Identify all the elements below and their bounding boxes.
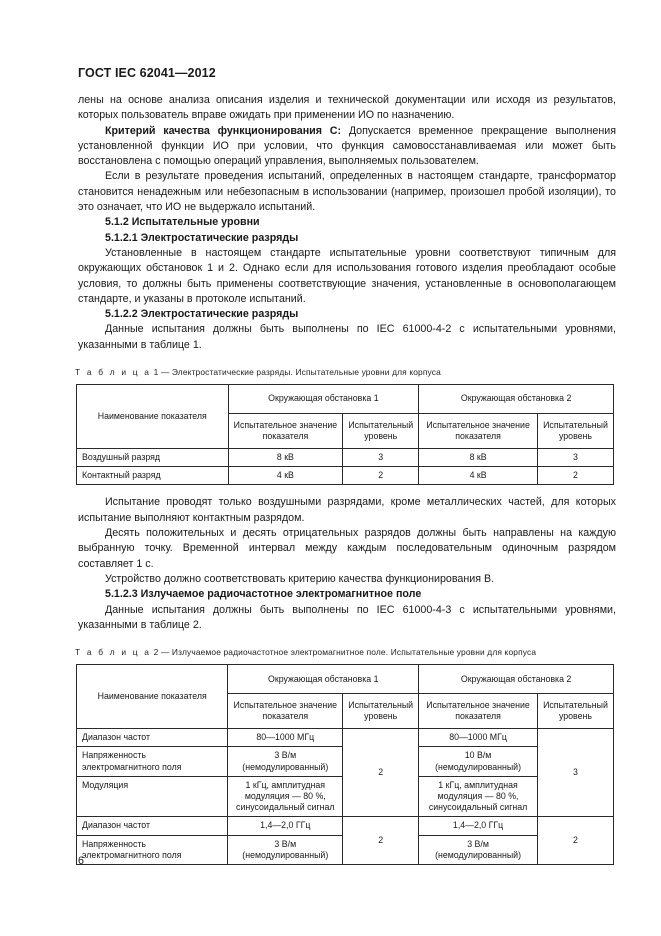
paragraph-air-discharge: Испытание проводят только воздушными разрядами, кроме металлических частей, для которых испытание выполняют контактным разрядом. (78, 496, 616, 524)
table1-head-name: Наименование показателя (77, 385, 229, 449)
table-row: Воздушный разряд 8 кВ 3 8 кВ 3 (77, 449, 614, 467)
table2-group1-level2: 3 (537, 729, 613, 817)
table2-head-value-2: Испытательное значение показателя (419, 694, 538, 729)
table1-head-level-1: Испытательный уровень (343, 414, 419, 449)
table1-head-level-2: Испытательный уровень (537, 414, 613, 449)
table1-head-env1: Окружающая обстановка 1 (228, 385, 419, 414)
table2-head-env1: Окружающая обстановка 1 (228, 665, 419, 694)
criterion-c-label: Критерий качества функционирования С: (105, 124, 342, 137)
paragraph-continuation: лены на основе анализа описания изделия и технической документации или исходя из результатов, которых пользователь вправе ожидать при применении ИО по назначению. (78, 94, 616, 122)
heading-5-1-2: 5.1.2 Испытательные уровни (105, 216, 260, 229)
table2-head-value-1: Испытательное значение показателя (228, 694, 343, 729)
table-row: Напряженность электромагнитного поля 3 В/м (немодулированный) 10 В/м (немодулированный) (77, 747, 614, 776)
paragraph-test-levels: Установленные в настоящем стандарте испытательные уровни соответствуют типичным для окружающих обстановок 1 и 2. Однако если для использования готового изделия преобладают особые условия, то должны быть применены соответствующие значения, установленные в основополагающем стандарте, и указаны в протоколе испытаний. (78, 246, 616, 305)
heading-5-1-2-1: 5.1.2.1 Электростатические разряды (105, 231, 299, 244)
paragraph-criterion-c (78, 124, 616, 170)
table-row: Диапазон частот 80—1000 МГц 2 80—1000 МГц 3 (77, 729, 614, 747)
table2-group2-level2: 2 (537, 817, 613, 865)
table1-head-value-2: Испытательное значение показателя (419, 414, 538, 449)
paragraph-iec-61000-4-3: Данные испытания должны быть выполнены по IEC 61000-4-3 с испытательными уровнями, указанными в таблице 2. (78, 603, 616, 631)
table2 (76, 664, 614, 865)
table2-head-env2: Окружающая обстановка 2 (419, 665, 614, 694)
document-header: ГОСТ IEC 62041—2012 (78, 66, 216, 80)
criterion-c-text: Допускается временное прекращение выполнения установленной функции ИО при условии, что функция самовосстанавливаемая или может быть восстановлена с помощью операций управления, выполняемых пользователем. (78, 124, 616, 168)
table-row: Диапазон частот 1,4—2,0 ГГц 2 1,4—2,0 ГГц 2 (77, 817, 614, 835)
table2-head-level-1: Испытательный уровень (343, 694, 419, 729)
table-row: Контактный разряд 4 кВ 2 4 кВ 2 (77, 467, 614, 485)
table1-caption: Т а б л и ц а 1 — Электростатические разряды. Испытательные уровни для корпуса (75, 367, 441, 378)
page-number: 6 (78, 855, 84, 867)
table1-head-value-1: Испытательное значение показателя (228, 414, 343, 449)
table-row: Напряженность электромагнитного поля 3 В/м (немодулированный) 3 В/м (немодулированный) (77, 835, 614, 864)
table2-head-level-2: Испытательный уровень (537, 694, 613, 729)
page-content (75, 93, 616, 865)
table2-caption: Т а б л и ц а 2 — Излучаемое радиочастотное электромагнитное поле. Испытательные уровни для корпуса (75, 647, 537, 658)
table2-group1-level1: 2 (343, 729, 419, 817)
table1-head-env2: Окружающая обстановка 2 (419, 385, 614, 414)
table2-head-name: Наименование показателя (77, 665, 228, 729)
table2-group2-level1: 2 (343, 817, 419, 865)
paragraph-transformer: Если в результате проведения испытаний, определенных в настоящем стандарте, трансформатор становится ненадежным или небезопасным в использовании (например, произошел пробой изоляции), то это означает, что ИО не выдержало испытаний. (78, 170, 616, 214)
table1 (76, 384, 614, 485)
table-row: Модуляция 1 кГц, амплитудная модуляция — 80 %, синусоидальный сигнал 1 кГц, амплитудная модуляция — 80 %, синусоидальный сигнал (77, 776, 614, 817)
paragraph-criterion-b: Устройство должно соответствовать критерию качества функционирования В. (105, 572, 495, 585)
heading-5-1-2-3: 5.1.2.3 Излучаемое радиочастотное электромагнитное поле (105, 588, 422, 601)
paragraph-ten-discharges: Десять положительных и десять отрицательных разрядов должны быть направлены на каждую выбранную точку. Временной интервал между каждым последовательным одиночным разрядом составляет 1 с. (78, 527, 616, 570)
paragraph-iec-61000-4-2: Данные испытания должны быть выполнены по IEC 61000-4-2 с испытательными уровнями, указанными в таблице 1. (78, 323, 616, 351)
heading-5-1-2-2: 5.1.2.2 Электростатические разряды (105, 308, 299, 321)
